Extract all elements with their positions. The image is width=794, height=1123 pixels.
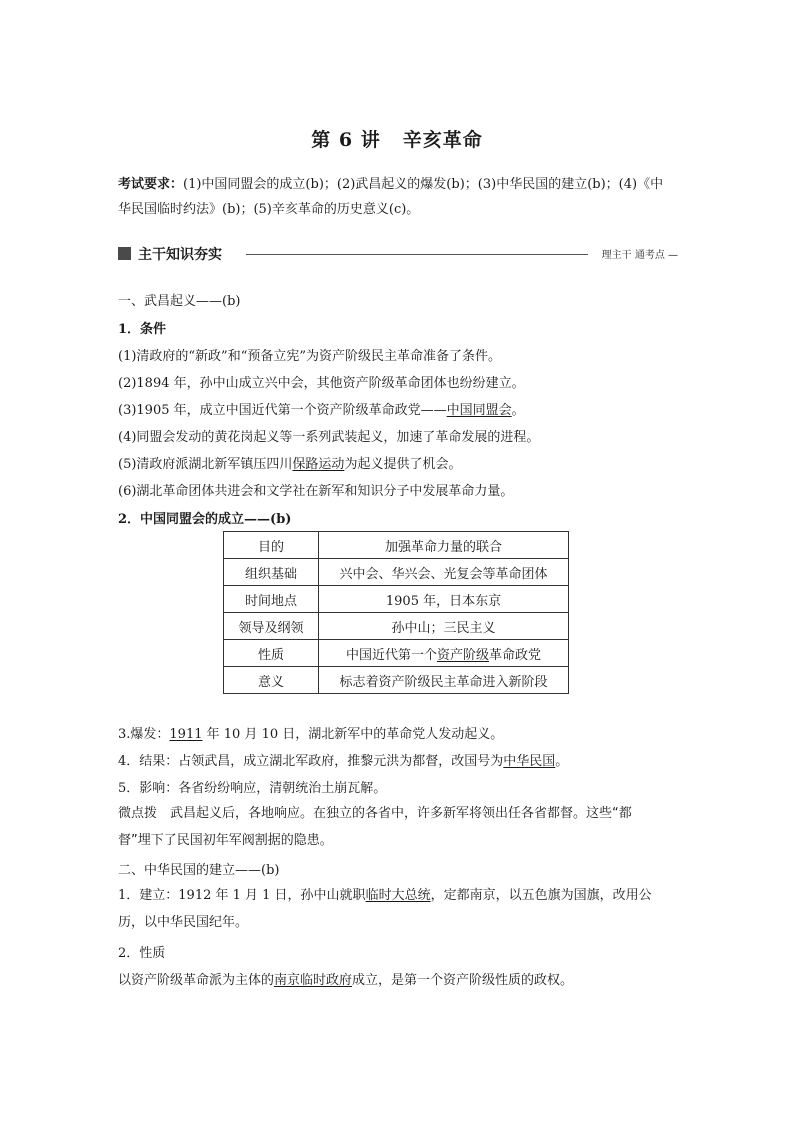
table-value: 兴中会、华兴会、光复会等革命团体	[319, 559, 569, 586]
exam-requirements	[118, 172, 678, 222]
title-lesson-name: 辛亥革命	[402, 129, 483, 151]
table-value: 1905 年，日本东京	[319, 586, 569, 613]
subheading-tongmenghui: 2．中国同盟会的成立——(b)	[118, 512, 292, 527]
condition-4: (4)同盟会发动的黄花岗起义等一系列武装起义，加速了革命发展的进程。	[118, 430, 540, 445]
condition-5	[118, 453, 461, 472]
square-bullet-icon	[118, 247, 131, 260]
result-line	[118, 750, 568, 769]
table-value-text: 中国近代第一个	[345, 647, 437, 663]
table-value: 孙中山；三民主义	[319, 613, 569, 640]
nature-line	[118, 969, 573, 988]
requirements-line2: 华民国临时约法》(b)；(5)辛亥革命的历史意义(c)。	[118, 202, 420, 217]
section-divider	[246, 254, 588, 255]
nature-text: 以资产阶级革命派为主体的	[118, 973, 275, 988]
table-key: 性质	[224, 640, 319, 667]
table-row	[224, 667, 569, 694]
tip-line1: 微点拨 武昌起义后，各地响应。在独立的各省中，许多新军将领出任各省都督。这些“都	[118, 806, 632, 821]
table-key: 时间地点	[224, 586, 319, 613]
tongmenghui-table	[223, 531, 569, 694]
table-row	[224, 613, 569, 640]
condition-3-text: (3)1905 年，成立中国近代第一个资产阶级革命政党——	[118, 403, 447, 418]
section-title: 主干知识夯实	[138, 247, 222, 263]
condition-3-keyword: 中国同盟会	[446, 403, 512, 418]
result-keyword: 中华民国	[503, 754, 556, 769]
founding-paragraph	[118, 882, 680, 936]
page-title	[0, 125, 794, 152]
table-key: 意义	[224, 667, 319, 694]
heading-roc-founding: 二、中华民国的建立——(b)	[118, 863, 280, 878]
section-header	[118, 244, 678, 264]
outbreak-year: 1911	[169, 727, 203, 742]
outbreak-line	[118, 723, 503, 742]
founding-text-cont: ，定都南京，以五色旗为国旗，改用公	[430, 888, 652, 903]
condition-1: (1)清政府的“新政”和“预备立宪”为资产阶级民主革命准备了条件。	[118, 349, 501, 364]
tip-line2: 督”埋下了民国初年军阀割据的隐患。	[118, 833, 333, 848]
founding-text: 1．建立：1912 年 1 月 1 日，孙中山就职	[118, 888, 366, 903]
outbreak-text: 年 10 月 10 日，湖北新军中的革命党人发动起义。	[202, 727, 504, 742]
condition-2: (2)1894 年，孙中山成立兴中会，其他资产阶级革命团体也纷纷建立。	[118, 376, 525, 391]
subheading-conditions: 1．条件	[118, 322, 167, 337]
table-row	[224, 532, 569, 559]
table-value: 加强革命力量的联合	[319, 532, 569, 559]
nature-keyword: 南京临时政府	[274, 973, 353, 988]
condition-5-end: 为起义提供了机会。	[344, 457, 462, 472]
table-value-end: 革命政党	[489, 647, 542, 663]
condition-3-end: 。	[511, 403, 525, 418]
table-row	[224, 640, 569, 667]
table-key: 组织基础	[224, 559, 319, 586]
table-key: 目的	[224, 532, 319, 559]
requirements-line1: (1)中国同盟会的成立(b)；(2)武昌起义的爆发(b)；(3)中华民国的建立(b)；(4)《中	[183, 177, 664, 192]
table-value	[319, 640, 569, 667]
outbreak-label: 3.爆发：	[118, 727, 170, 742]
table-row	[224, 559, 569, 586]
requirements-label: 考试要求：	[118, 177, 184, 192]
condition-5-keyword: 保路运动	[292, 457, 345, 472]
subheading-nature: 2．性质	[118, 946, 166, 961]
table-value: 标志着资产阶级民主革命进入新阶段	[319, 667, 569, 694]
result-text: 4．结果：占领武昌，成立湖北军政府，推黎元洪为都督，改国号为	[118, 754, 504, 769]
table-row	[224, 586, 569, 613]
condition-3	[118, 399, 525, 418]
impact-line: 5．影响：各省纷纷响应，清朝统治土崩瓦解。	[118, 781, 387, 796]
founding-keyword: 临时大总统	[365, 888, 431, 903]
title-lesson-number: 第 6 讲	[311, 129, 381, 151]
table-key: 领导及纲领	[224, 613, 319, 640]
founding-line2: 历，以中华民国纪年。	[118, 915, 249, 930]
table-value-keyword: 资产阶级	[436, 647, 489, 663]
condition-6: (6)湖北革命团体共进会和文学社在新军和知识分子中发展革命力量。	[118, 484, 514, 499]
tip-note	[118, 800, 680, 854]
nature-end: 成立，是第一个资产阶级性质的政权。	[352, 973, 574, 988]
heading-wuchang-uprising: 一、武昌起义——(b)	[118, 294, 241, 309]
section-tagline: 理主干 通考点 —	[601, 250, 678, 261]
condition-5-text: (5)清政府派湖北新军镇压四川	[118, 457, 293, 472]
result-end: 。	[555, 754, 569, 769]
